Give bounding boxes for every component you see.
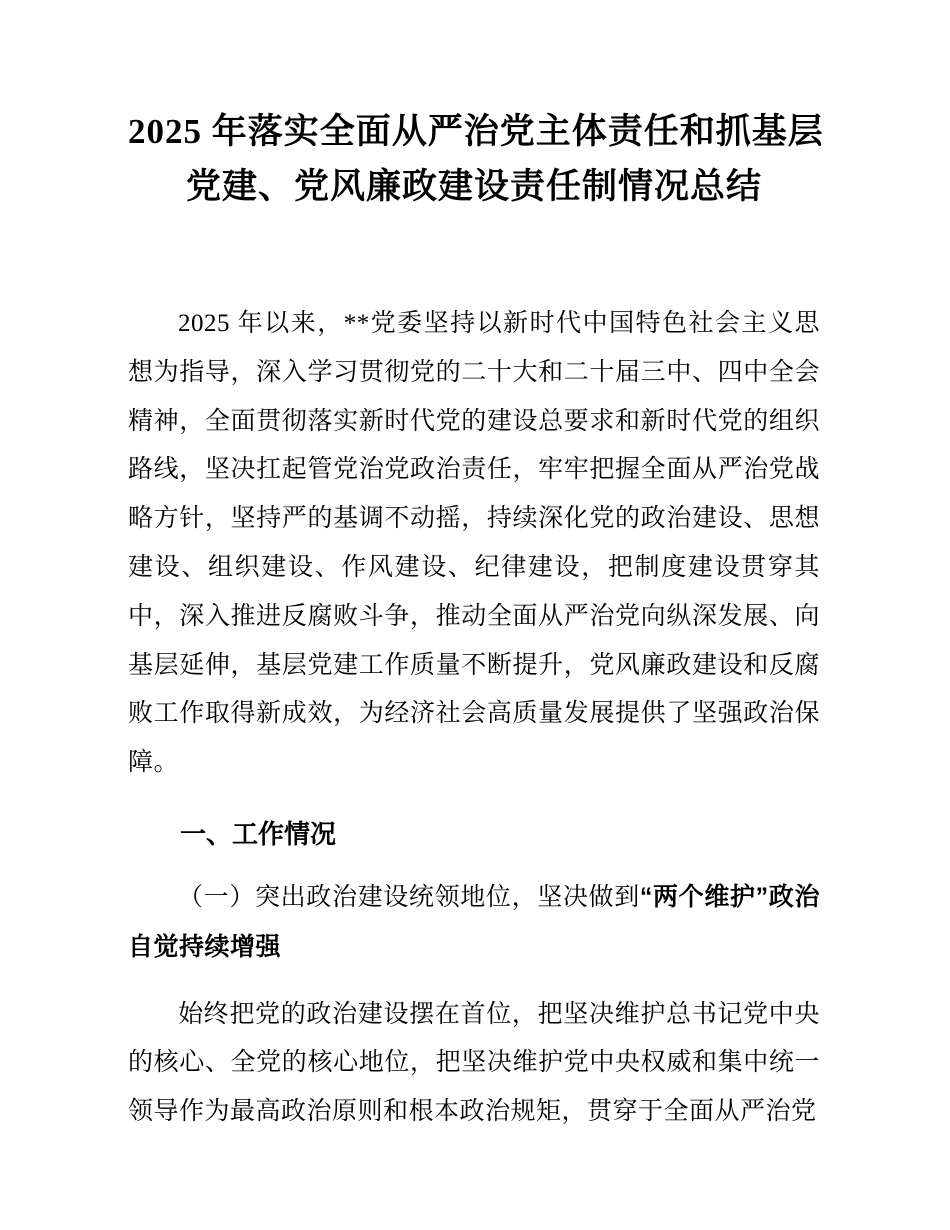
section-heading-work-overview: 一、工作情况 <box>180 818 337 849</box>
document-title-line-1: 2025 年落实全面从严治党主体责任和抓基层 <box>128 112 824 151</box>
body-paragraph-political-building: 始终把党的政治建设摆在首位，把坚决维护总书记党中央的核心、全党的核心地位，把坚决维护党中央权威和集中统一领导作为最高政治原则和根本政治规矩，贯穿于全面从严治党 <box>128 1000 820 1126</box>
subsection-heading-bold-part: “两个维护”政治自觉持续增强 <box>128 882 820 961</box>
subsection-heading-political-building <box>128 873 820 973</box>
intro-paragraph: 2025 年以来，**党委坚持以新时代中国特色社会主义思想为指导，深入学习贯彻党的二十大和二十届三中、四中全会精神，全面贯彻落实新时代党的建设总要求和新时代党的组织路线，坚决扛起管党治党政治责任，牢牢把握全面从严治党战略方针，坚持严的基调不动摇，持续深化党的政治建设、思想建设、组织建设、作风建设、纪律建设，把制度建设贯穿其中，深入推进反腐败斗争，推动全面从严治党向纵深发展、向基层延伸，基层党建工作质量不断提升，党风廉政建设和反腐败工作取得新成效，为经济社会高质量发展提供了坚强政治保障。 <box>128 310 820 777</box>
document-title-line-2: 党建、党风廉政建设责任制情况总结 <box>185 167 762 206</box>
document-title <box>128 104 824 214</box>
subsection-heading-regular-part: （一）突出政治建设统领地位，坚决做到 <box>178 883 640 911</box>
